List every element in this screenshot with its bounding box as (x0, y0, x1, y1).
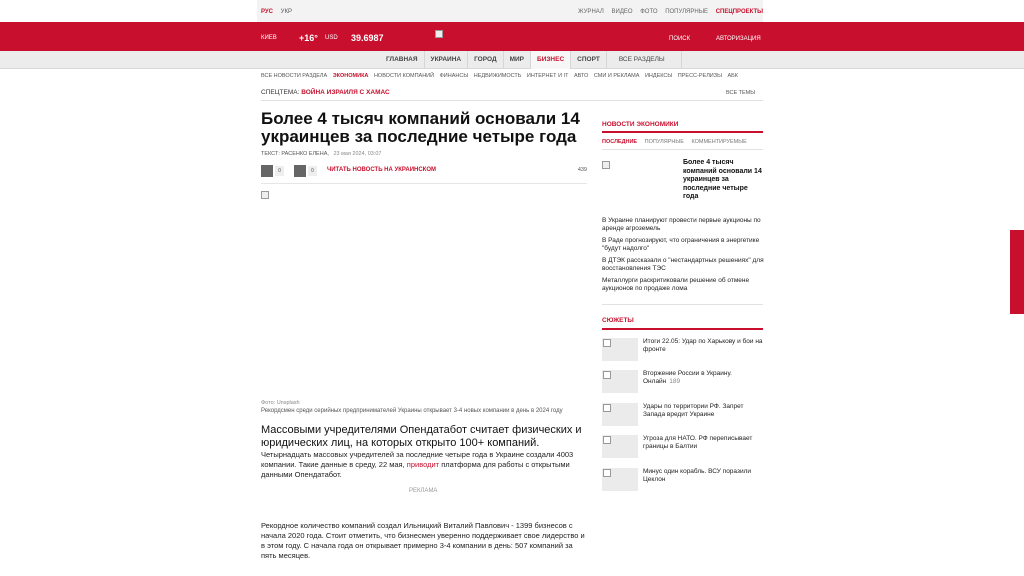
divider (261, 183, 587, 184)
read-in-ukrainian-link[interactable]: ЧИТАТЬ НОВОСТЬ НА УКРАИНСКОМ (327, 167, 437, 173)
subnav-item[interactable]: НОВОСТИ КОМПАНИЙ (373, 73, 435, 79)
ad-label: РЕКЛАМА (409, 488, 438, 494)
nav-item-world[interactable]: МИР (504, 51, 531, 69)
story-title-text: Удары по территории РФ. Запрет Запада вредит Украине (643, 403, 744, 418)
lang-ru[interactable]: РУС (261, 9, 273, 15)
story-thumbnail (602, 370, 638, 393)
news-item[interactable]: Металлурги раскритиковали решение об отмене аукционов по продаже лома (602, 277, 750, 292)
all-topics-link[interactable]: ВСЕ ТЕМЫ (726, 90, 756, 96)
featured-news-broken-image-icon[interactable] (602, 161, 610, 169)
paragraph-text: платформа для работы с открытыми данными Опендатабот. (261, 460, 570, 479)
paragraph-text: Четырнадцать массовых учредителей за последние четыре года в Украине создали 4003 компании. Такие данные в среду, 22 мая, (261, 450, 574, 469)
story-count: 189 (669, 378, 681, 385)
story-thumbnail (602, 403, 638, 426)
subnav-item-economy[interactable]: ЭКОНОМИКА (332, 73, 369, 79)
article-paragraph: Рекордное количество компаний создал Ильницкий Виталий Павлович - 1399 бизнесов с начала 2020 года. Стоит отметить, что бизнесмен уверенно поддерживает свое лидерство и в этом году. С начала года он открывает примерно 3-4 компании в день: 507 компаний за пять месяцев. (261, 521, 585, 560)
news-list (602, 217, 767, 297)
story-title (643, 403, 763, 419)
tab-commented[interactable]: КОММЕНТИРУЕМЫЕ (691, 139, 747, 145)
story-title-text: Итоги 22.05: Удар по Харькову и бои на фронте (643, 338, 763, 353)
side-feedback-tab[interactable] (1010, 230, 1024, 314)
section-subnav (261, 73, 742, 79)
nav-item-all-sections[interactable]: ВСЕ РАЗДЕЛЫ (607, 51, 682, 69)
heading-underline (602, 328, 763, 330)
story-thumbnail (602, 435, 638, 458)
photo-caption: Рекордсмен среди серийных предпринимателей Украины открывает 3-4 новых компании в день в 2024 году (261, 408, 563, 414)
top-links (572, 9, 763, 15)
subnav-item[interactable]: ИНДЕКСЫ (644, 73, 673, 79)
article-paragraph (261, 450, 587, 480)
story-item[interactable] (602, 435, 767, 459)
main-nav (0, 51, 1024, 69)
share-bar (261, 165, 587, 177)
story-item[interactable] (602, 338, 767, 362)
subnav-item[interactable]: АВТО (573, 73, 589, 79)
source-link[interactable]: приводит (406, 460, 440, 469)
story-title (643, 435, 763, 451)
stories-heading[interactable]: СЮЖЕТЫ (602, 317, 634, 324)
story-title-text: Угроза для НАТО. РФ переписывает границы в Балтии (643, 435, 753, 450)
language-switcher (261, 9, 298, 15)
currency-label: USD (325, 35, 338, 41)
facebook-share-icon[interactable] (261, 165, 273, 177)
story-title-text: Вторжение России в Украину. Онлайн (643, 370, 732, 385)
subnav-item[interactable]: ВСЕ НОВОСТИ РАЗДЕЛА (261, 73, 328, 79)
top-bar (0, 0, 1024, 22)
story-title (643, 370, 763, 386)
story-title-text: Минус один корабль. ВСУ поразили Цеклон (643, 468, 752, 483)
subnav-item[interactable]: ИНТЕРНЕТ И IT (526, 73, 569, 79)
special-topic (261, 89, 390, 96)
article-date: 23 мая 2024, 03:07 (333, 151, 382, 157)
story-thumbnail (602, 468, 638, 491)
top-link-photo[interactable]: ФОТО (640, 9, 658, 15)
top-link-popular[interactable]: ПОПУЛЯРНЫЕ (665, 9, 709, 15)
tab-popular[interactable]: ПОПУЛЯРНЫЕ (644, 139, 684, 145)
nav-item-ukraine[interactable]: УКРАИНА (425, 51, 469, 69)
story-title (643, 338, 763, 354)
story-item[interactable] (602, 468, 767, 492)
story-item[interactable] (602, 403, 767, 427)
article-image-broken-icon (261, 191, 269, 199)
subnav-item[interactable]: АБК (727, 73, 738, 79)
news-tabs (602, 139, 753, 145)
story-thumbnail (602, 338, 638, 361)
article-author[interactable]: ТЕКСТ: РАСЕНКО ЕЛЕНА, (261, 151, 329, 157)
economy-news-heading[interactable]: НОВОСТИ ЭКОНОМИКИ (602, 121, 679, 128)
news-item[interactable]: В Раде прогнозируют, что ограничения в энергетике "будут надолго" (602, 237, 760, 252)
tab-latest[interactable]: ПОСЛЕДНИЕ (602, 139, 638, 145)
special-topic-link[interactable]: ВОЙНА ИЗРАИЛЯ С ХАМАС (301, 89, 390, 96)
top-link-video[interactable]: ВИДЕО (611, 9, 633, 15)
news-item[interactable]: В ДТЭК рассказали о "нестандартных решениях" для восстановления ТЭС (602, 257, 764, 272)
photo-credit: Фото: Unsplash (261, 400, 300, 406)
nav-item-home[interactable]: ГЛАВНАЯ (380, 51, 425, 69)
article-lead: Массовыми учредителями Опендатабот считает физических и юридических лиц, на которых открыто 100+ компаний. (261, 424, 582, 449)
top-bar-inner (257, 0, 763, 22)
share-count: 0 (275, 166, 284, 176)
share-count: 0 (308, 166, 317, 176)
view-count: 439 (577, 167, 587, 173)
subnav-item[interactable]: ФИНАНСЫ (439, 73, 469, 79)
main-nav-inner (380, 51, 682, 69)
lang-ua[interactable]: УКР (280, 9, 292, 15)
divider (602, 304, 763, 305)
heading-underline (602, 131, 763, 133)
divider (261, 100, 763, 101)
site-logo-broken-image-icon[interactable] (435, 30, 443, 38)
twitter-share-icon[interactable] (294, 165, 306, 177)
news-item[interactable]: В Украине планируют провести первые аукционы по аренде агроземель (602, 217, 761, 232)
special-topic-label: СПЕЦТЕМА: (261, 89, 300, 96)
nav-item-sport[interactable]: СПОРТ (571, 51, 607, 69)
nav-item-city[interactable]: ГОРОД (468, 51, 504, 69)
login-button[interactable]: АВТОРИЗАЦИЯ (716, 36, 761, 42)
divider (602, 149, 763, 150)
top-link-special-projects[interactable]: СПЕЦПРОЕКТЫ (715, 9, 763, 15)
subnav-item[interactable]: СМИ И РЕКЛАМА (593, 73, 640, 79)
header-inner (257, 22, 763, 51)
subnav-item[interactable]: ПРЕСС-РЕЛИЗЫ (677, 73, 722, 79)
story-title (643, 468, 763, 484)
search-button[interactable]: ПОИСК (669, 36, 691, 42)
weather-city: КИЕВ (261, 35, 277, 41)
top-link-journal[interactable]: ЖУРНАЛ (577, 9, 604, 15)
weather-temp: +16° (299, 33, 318, 43)
article-byline (261, 151, 382, 157)
subnav-item[interactable]: НЕДВИЖИМОСТЬ (473, 73, 522, 79)
nav-item-business[interactable]: БИЗНЕС (531, 51, 571, 69)
currency-value: 39.6987 (351, 33, 384, 43)
featured-news-title[interactable]: Более 4 тысяч компаний основали 14 украинцев за последние четыре года (683, 159, 762, 200)
header (0, 22, 1024, 51)
article-title: Более 4 тысяч компаний основали 14 украинцев за последние четыре года (261, 109, 580, 146)
story-item[interactable] (602, 370, 767, 394)
